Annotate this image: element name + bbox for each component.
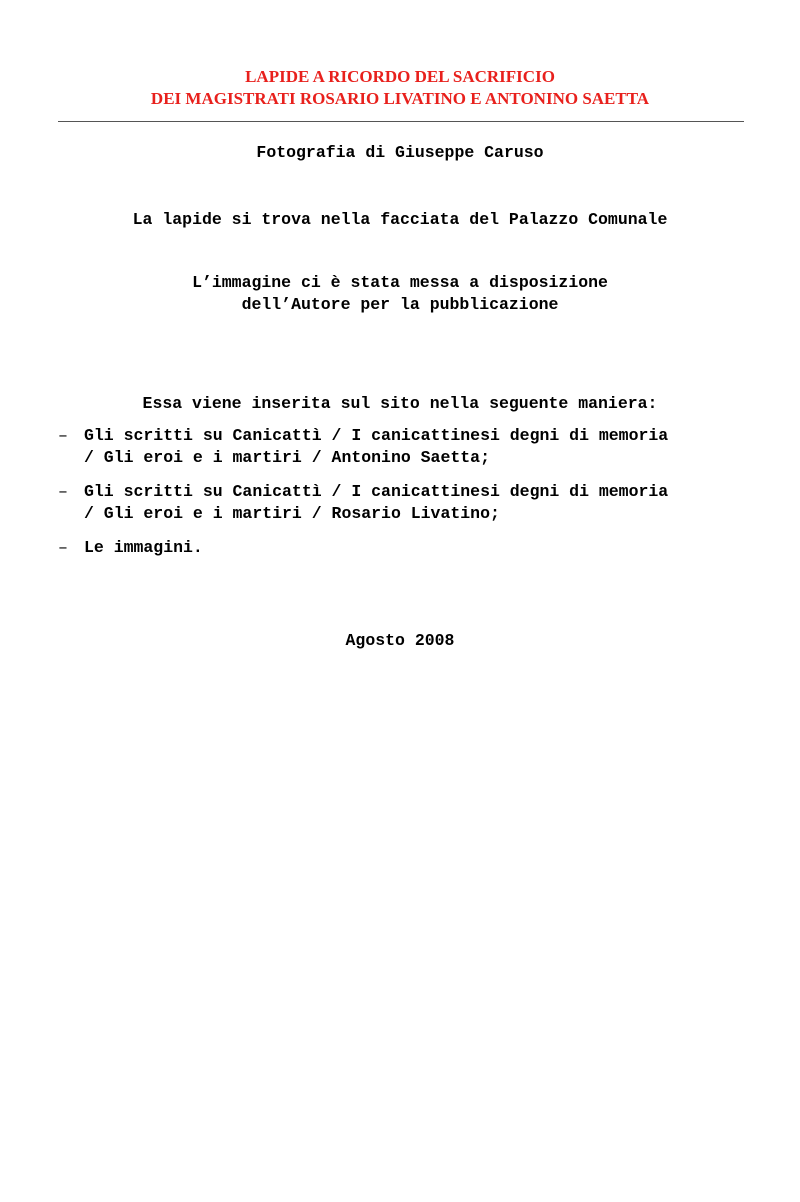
list-item <box>58 537 758 559</box>
list-bullet: – <box>58 482 68 501</box>
list-item-line-1: Le immagini. <box>84 538 203 557</box>
availability-line-1: L’immagine ci è stata messa a disposizione <box>192 273 608 292</box>
availability-line-2: dell’Autore per la pubblicazione <box>241 295 559 314</box>
title-line-2: DEI MAGISTRATI ROSARIO LIVATINO E ANTONINO SAETTA <box>150 89 650 108</box>
list-bullet: – <box>58 538 68 557</box>
publication-intro: Essa viene inserita sul sito nella seguente maniera: <box>142 394 658 413</box>
list-item <box>58 481 758 525</box>
location-note: La lapide si trova nella facciata del Palazzo Comunale <box>132 210 668 229</box>
list-item-line-1: Gli scritti su Canicattì / I canicattinesi degni di memoria <box>84 426 669 445</box>
list-item-line-1: Gli scritti su Canicattì / I canicattinesi degni di memoria <box>84 482 669 501</box>
list-item-line-2: / Gli eroi e i martiri / Antonino Saetta; <box>84 448 490 467</box>
title-divider <box>58 121 744 122</box>
list-bullet: – <box>58 426 68 445</box>
publication-list <box>58 425 758 571</box>
document-title <box>0 66 800 110</box>
list-item <box>58 425 758 469</box>
availability-note <box>0 272 800 316</box>
list-item-line-2: / Gli eroi e i martiri / Rosario Livatino; <box>84 504 500 523</box>
title-line-1: LAPIDE A RICORDO DEL SACRIFICIO <box>245 67 555 86</box>
photo-credit: Fotografia di Giuseppe Caruso <box>256 143 544 162</box>
document-date: Agosto 2008 <box>345 631 455 650</box>
